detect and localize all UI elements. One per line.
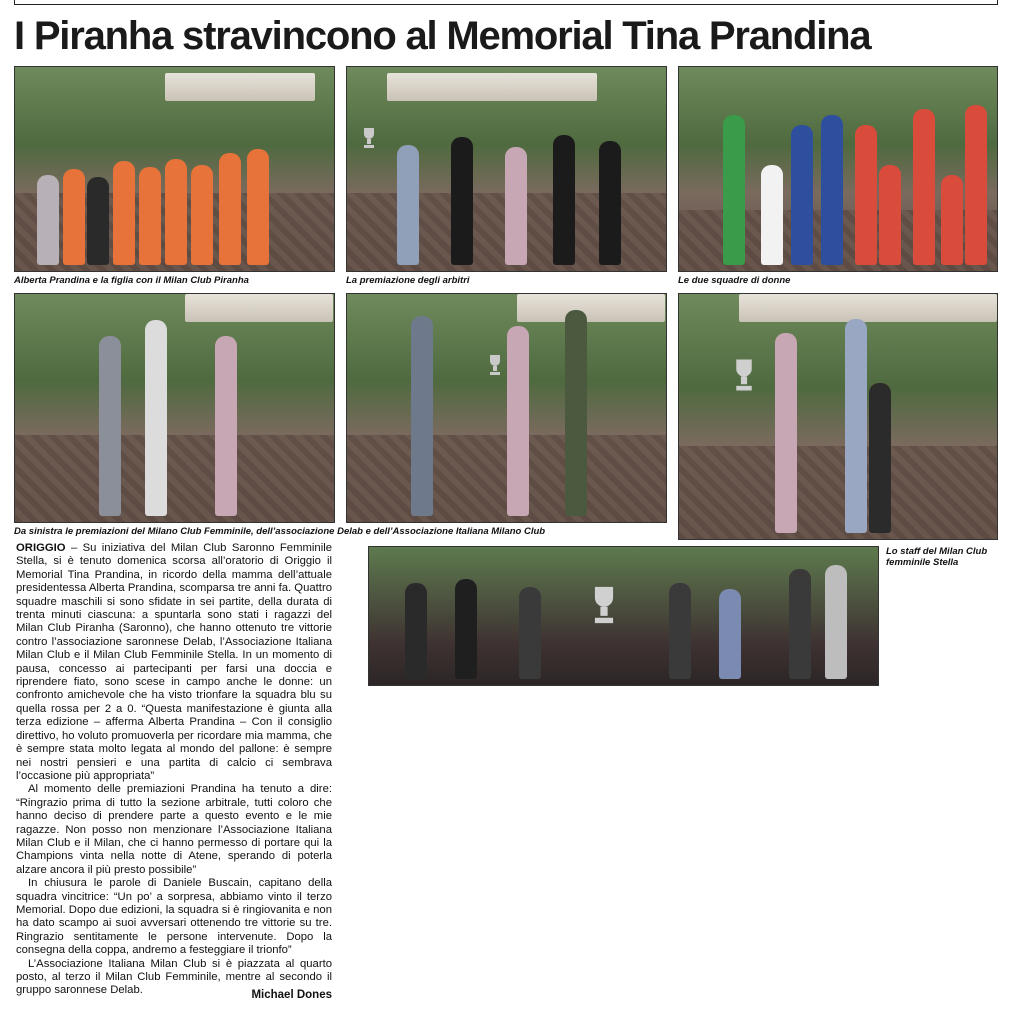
trophy-icon (361, 127, 377, 149)
page-title: I Piranha stravincono al Memorial Tina Prandina (14, 14, 871, 58)
photo-staff-milan-club-femminile (368, 546, 879, 686)
photo-team-piranha (14, 66, 335, 272)
top-rule (14, 0, 998, 5)
article-paragraph-3: In chiusura le parole di Daniele Buscain, capitano della squadra vincitrice: “Un po’ a sorpresa, abbiamo vinto il terzo Memorial. Dopo due edizioni, la squadra si è ringiovanita e non ha dato scampo ai suoi avversari ottenendo tre vittorie su tre. Ringrazio sentitamente le persone intervenute. Dopo la consegna della coppa, andremo a festeggiare il trionfo” (16, 877, 332, 957)
caption-staff: Lo staff del Milan Club femminile Stella (886, 546, 988, 568)
caption-photo1: Alberta Prandina e la figlia con il Milan Club Piranha (14, 275, 249, 286)
article-paragraph-2: Al momento delle premiazioni Prandina ha tenuto a dire: “Ringrazio prima di tutto la sezione arbitrale, tutti coloro che hanno deciso di prendere parte a questo evento e le mie ragazze. Non posso non menzionare l’Associazione Italiana Milan Club e il Milan, che ci hanno permesso di portare qui la Champions vinta nella notte di Atene, sperando di poterla alzare ancora il più presto possibile” (16, 783, 332, 876)
trophy-icon (589, 585, 619, 625)
trophy-icon (487, 354, 503, 376)
byline: Michael Dones (251, 989, 332, 1001)
caption-photo3: Le due squadre di donne (678, 275, 791, 286)
photo-award-milano-club (678, 293, 998, 540)
photo-referees-award (346, 66, 667, 272)
dateline: ORIGGIO (16, 542, 66, 554)
photo-award-delab (346, 293, 667, 523)
article-paragraph-1: – Su iniziativa del Milan Club Saronno Femminile Stella, si è tenuto domenica scorsa all’oratorio di Origgio il Memorial Tina Prandina, in ricordo della mamma dell’attuale presidentessa Alberta Prandina, scomparsa tre anni fa. Quattro squadre maschili si sono sfidate in sei partite, della durata di trenta minuti ciascuna: a spuntarla sono stati i ragazzi del Milan Club Piranha (Saronno), che hanno ottenuto tre vittorie contro l’associazione saronnese Delab, l’Associazione Italiana Milan Club e il Milan Club Femminile Stella. In un momento di pausa, concesso ai partecipanti per farsi una doccia e riprendere fiato, sono scese in campo anche le donne: un confronto amichevole che ha visto trionfare la squadra blu su quella rossa per 2 a 0. “Questa manifestazione è giunta alla terza edizione – afferma Alberta Prandina – Con il consiglio direttivo, ho voluto promuoverla per ricordare mia mamma, che è sempre stata molto legata al mondo del pallone: è sempre nei nostri pensieri e una partita di calcio ci sembrava l’occasione più appropriata” (16, 542, 332, 782)
caption-row2: Da sinistra le premiazioni del Milano Club Femminile, dell’associazione Delab e dell’Associazione Italiana Milano Club (14, 526, 546, 537)
photo-award-milan-club-femminile (14, 293, 335, 523)
caption-photo2: La premiazione degli arbitri (346, 275, 470, 286)
photo-women-teams (678, 66, 998, 272)
article-body (16, 542, 332, 998)
trophy-icon (731, 358, 757, 392)
article-paragraph-4: L’Associazione Italiana Milan Club si è piazzata al quarto posto, al terzo il Milan Club Femminile, mentre al secondo il gruppo saronnese Delab. (16, 957, 332, 997)
